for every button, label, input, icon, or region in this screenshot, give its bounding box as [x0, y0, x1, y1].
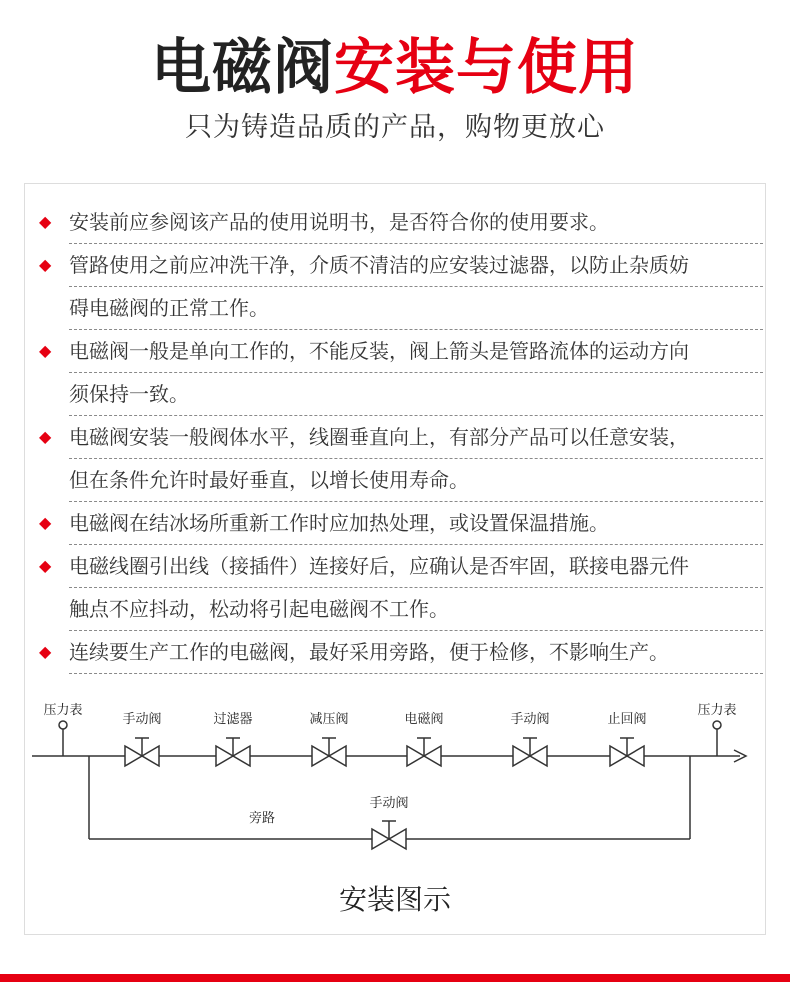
valve-icon [513, 738, 547, 766]
instruction-line: 电磁线圈引出线（接插件）连接好后，应确认是否牢固，联接电器元件 [69, 545, 763, 588]
valve-label: 减压阀 [309, 712, 349, 727]
gauge-right-icon [713, 721, 721, 729]
valve-icon [312, 738, 346, 766]
instruction-line: 安装前应参阅该产品的使用说明书，是否符合你的使用要求。 [69, 201, 763, 244]
diamond-bullet-icon: ◆ [39, 212, 52, 231]
instruction-line: 电磁阀在结冰场所重新工作时应加热处理，或设置保温措施。 [69, 502, 763, 545]
instruction-line: 连续要生产工作的电磁阀，最好采用旁路，便于检修，不影响生产。 [69, 631, 763, 674]
instruction-line: 但在条件允许时最好垂直，以增长使用寿命。 [69, 459, 763, 502]
bypass-valve-label: 手动阀 [369, 796, 409, 811]
bypass-label: 旁路 [248, 811, 276, 826]
bottom-accent-bar [0, 974, 790, 982]
instruction-line: 须保持一致。 [69, 373, 763, 416]
valve-label: 手动阀 [510, 712, 550, 727]
valve-label: 止回阀 [607, 712, 647, 727]
title-red-part: 安装与使用 [334, 33, 639, 103]
gauge-right-label: 压力表 [697, 703, 737, 718]
instruction-line: 触点不应抖动，松动将引起电磁阀不工作。 [69, 588, 763, 631]
diamond-bullet-icon: ◆ [39, 513, 52, 532]
title-dark-part: 电磁阀 [151, 33, 334, 103]
valve-icon [216, 738, 250, 766]
instruction-line: 管路使用之前应冲洗干净，介质不清洁的应安装过滤器，以防止杂质妨 [69, 244, 763, 287]
instruction-line: 电磁阀安装一般阀体水平，线圈垂直向上，有部分产品可以任意安装， [69, 416, 763, 459]
gauge-left-icon [59, 721, 67, 729]
valve-label: 手动阀 [122, 712, 162, 727]
diamond-bullet-icon: ◆ [39, 427, 52, 446]
valve-icon [610, 738, 644, 766]
valve-label: 过滤器 [213, 712, 253, 727]
valve-icon [372, 821, 406, 849]
valve-group [122, 711, 646, 849]
valve-label: 电磁阀 [404, 712, 444, 727]
gauge-left-label: 压力表 [43, 703, 83, 718]
diamond-bullet-icon: ◆ [39, 255, 52, 274]
instruction-line: 碍电磁阀的正常工作。 [69, 287, 763, 330]
diagram-caption: 安装图示 [338, 883, 451, 916]
page-subtitle: 只为铸造品质的产品，购物更放心 [185, 112, 605, 143]
diamond-bullet-icon: ◆ [39, 642, 52, 661]
diamond-bullet-icon: ◆ [39, 556, 52, 575]
valve-icon [125, 738, 159, 766]
instruction-line: 电磁阀一般是单向工作的，不能反装，阀上箭头是管路流体的运动方向 [69, 330, 763, 373]
diamond-bullet-icon: ◆ [39, 341, 52, 360]
valve-icon [407, 738, 441, 766]
